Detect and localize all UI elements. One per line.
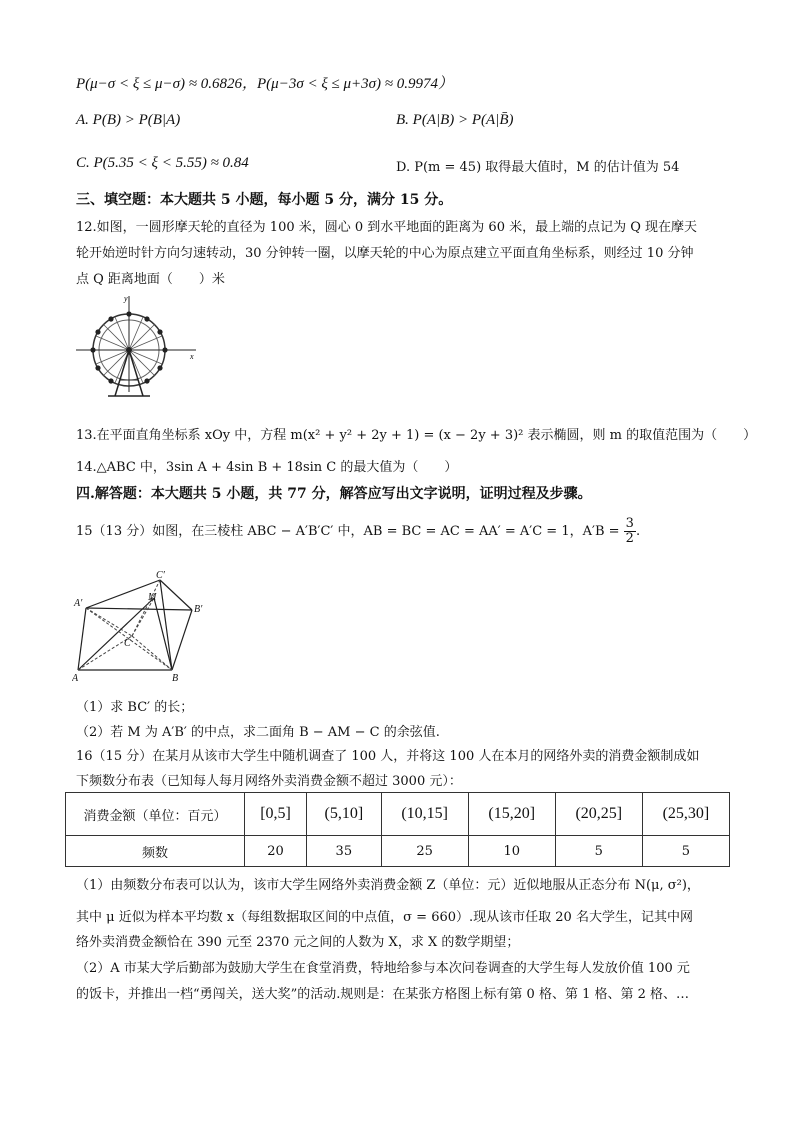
vertex-m: M (148, 592, 157, 603)
vertex-b: B (172, 673, 179, 684)
interval-cell: [0,5] (245, 793, 307, 836)
q16-line-2: 下频数分布表（已知每人每月网络外卖消费金额不超过 3000 元）： (76, 774, 462, 789)
fraction-numerator: 3 (625, 516, 634, 531)
count-cell: 5 (642, 836, 729, 867)
q15-stem (76, 517, 640, 546)
vertex-a-prime: A′ (74, 598, 83, 609)
section-4-title: 四.解答题：本大题共 5 小题，共 77 分，解答应写出文字说明，证明过程及步骤。 (76, 486, 592, 502)
q16-line-1: 16（15 分）在某月从该市大学生中随机调查了 100 人，并将这 100 人在本月的网络外卖的消费金额制成如 (76, 749, 700, 764)
option-b: B. P(A|B) > P(A|B̄) (396, 112, 514, 128)
interval-cell: (25,30] (642, 793, 729, 836)
count-cell: 25 (381, 836, 468, 867)
q16-part-1-line-1: （1）由频数分布表可以认为，该市大学生网络外卖消费金额 Z（单位：元）近似地服从正态分布 N(μ, σ²)， (76, 878, 700, 893)
q14: 14.△ABC 中，3sin A + 4sin B + 18sin C 的最大值为（ ） (76, 460, 458, 475)
q12-line-2: 轮开始逆时针方向匀速转动，30 分钟转一圈，以摩天轮的中心为原点建立平面直角坐标系，则经过 10 分钟 (76, 246, 694, 261)
option-d: D. P(m = 45) 取得最大值时，M 的估计值为 54 (396, 160, 680, 175)
vertex-b-prime: B′ (194, 604, 203, 615)
q13: 13.在平面直角坐标系 xOy 中，方程 m(x² + y² + 2y + 1) = (x − 2y + 3)² 表示椭圆，则 m 的取值范围为（ ） (76, 428, 757, 443)
section-3-title: 三、填空题：本大题共 5 小题，每小题 5 分，满分 15 分。 (76, 192, 453, 208)
table-count-label: 频数 (66, 836, 245, 867)
prism-figure (72, 570, 222, 685)
fraction-3-over-2 (624, 517, 636, 546)
option-c: C. P(5.35 < ξ < 5.55) ≈ 0.84 (76, 155, 249, 171)
q12-line-1: 12.如图，一圆形摩天轮的直径为 100 米，圆心 0 到水平地面的距离为 60 米，最上端的点记为 Q 现在摩天 (76, 220, 698, 235)
ferris-wheel-figure (72, 292, 208, 400)
fraction-denominator: 2 (625, 531, 634, 546)
q12-line-3: 点 Q 距离地面（ ）米 (76, 272, 225, 287)
table-header-label: 消费金额（单位：百元） (66, 793, 245, 836)
q15-part-2: （2）若 M 为 A′B′ 的中点，求二面角 B − AM − C 的余弦值. (76, 725, 440, 740)
q16-part-1-line-3: 络外卖消费金额恰在 390 元至 2370 元之间的人数为 X，求 X 的数学期望； (76, 935, 520, 950)
vertex-c: C (124, 638, 131, 649)
count-cell: 20 (245, 836, 307, 867)
vertex-c-prime: C′ (156, 570, 165, 581)
interval-cell: (20,25] (555, 793, 642, 836)
table-row-intervals (66, 793, 730, 836)
q16-part-1-line-2: 其中 μ 近似为样本平均数 x（每组数据取区间的中点值，σ = 660）.现从该市任取 20 名大学生，记其中网 (76, 910, 693, 925)
interval-cell: (15,20] (468, 793, 555, 836)
frequency-table (65, 792, 730, 867)
axis-label-y: y (124, 294, 128, 303)
q16-part-2-line-2: 的饭卡，并推出一档“勇闯关，送大奖”的活动.规则是：在某张方格图上标有第 0 格、第 1 格、第 2 格、… (76, 987, 690, 1002)
q15-stem-text: 15（13 分）如图，在三棱柱 ABC − A′B′C′ 中，AB = BC = AC = AA′ = A′C = 1，A′B = (76, 524, 620, 539)
q15-part-1: （1）求 BC′ 的长； (76, 700, 194, 715)
count-cell: 35 (307, 836, 382, 867)
count-cell: 5 (555, 836, 642, 867)
q15-period: . (635, 524, 641, 539)
interval-cell: (5,10] (307, 793, 382, 836)
axis-label-x: x (190, 352, 194, 361)
count-cell: 10 (468, 836, 555, 867)
option-a: A. P(B) > P(B|A) (76, 112, 181, 128)
interval-cell: (10,15] (381, 793, 468, 836)
vertex-a: A (72, 673, 79, 684)
normal-probability-formula: P(μ−σ < ξ ≤ μ−σ) ≈ 0.6826，P(μ−3σ < ξ ≤ μ+3σ) ≈ 0.9974） (76, 76, 454, 92)
table-row-counts (66, 836, 730, 867)
q16-part-2-line-1: （2）A 市某大学后勤部为鼓励大学生在食堂消费，特地给参与本次问卷调查的大学生每人发放价值 100 元 (76, 961, 690, 976)
